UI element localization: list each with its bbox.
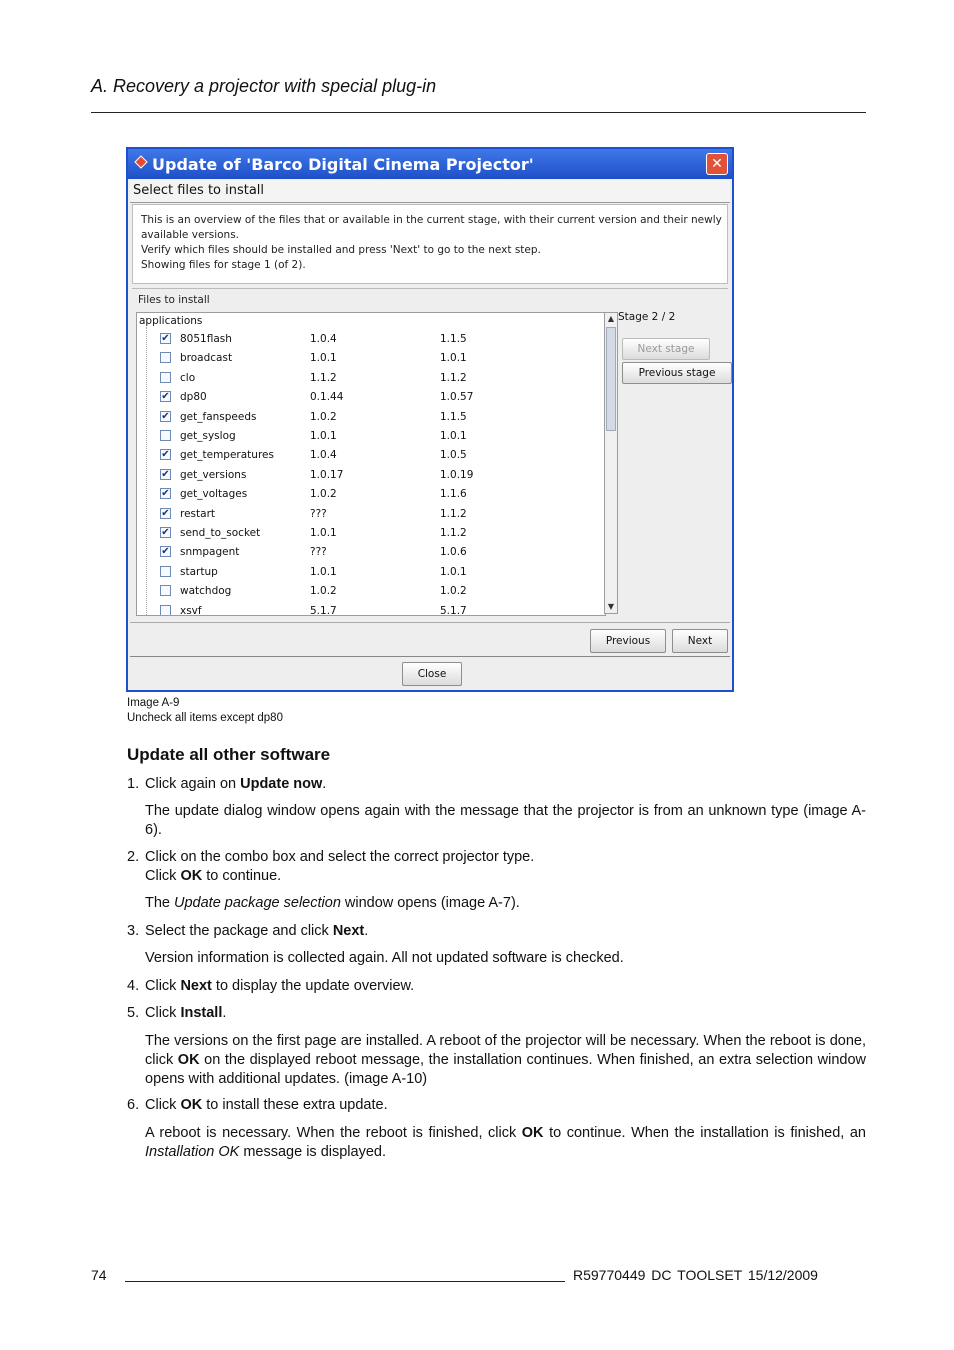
file-row[interactable]: [137, 543, 602, 562]
subheader-text: Select files to install: [133, 183, 265, 198]
current-version: 1.0.4: [310, 449, 337, 462]
footer-rule: [125, 1281, 565, 1282]
step-text: window opens (image A-7).: [340, 895, 520, 911]
current-version: 0.1.44: [310, 391, 344, 404]
new-version: 1.0.2: [440, 585, 467, 598]
step-6: [127, 1096, 388, 1115]
step-text: The versions on the first page are installed. A reboot of the projector will be necessary. When the reboot is done, click: [145, 1033, 866, 1068]
file-row[interactable]: [137, 408, 602, 427]
ui-term: OK: [180, 868, 203, 884]
info-line: available versions.: [141, 229, 239, 241]
file-name: restart: [180, 507, 216, 520]
page-number: 74: [91, 1267, 107, 1283]
ui-term: Update now: [240, 776, 323, 792]
current-version: 1.0.1: [310, 527, 337, 539]
step-number: 4.: [127, 978, 140, 994]
file-name: get_fanspeeds: [180, 410, 257, 423]
step-1: [127, 775, 326, 794]
files-panel-title: Files to install: [138, 294, 210, 306]
checked-checkbox[interactable]: ✔: [161, 391, 170, 403]
new-version: 1.0.57: [440, 391, 474, 404]
file-tree-scrollbar[interactable]: [604, 312, 618, 614]
window-name: Update package selection: [174, 895, 341, 911]
window-close-icon[interactable]: ✕: [706, 153, 728, 175]
scroll-up-icon[interactable]: ▲: [607, 314, 615, 323]
file-name: get_versions: [180, 468, 247, 481]
info-panel: [132, 204, 728, 284]
files-panel: [132, 288, 728, 619]
checked-checkbox[interactable]: ✔: [161, 527, 170, 538]
header-rule: [91, 112, 866, 113]
ui-term: OK: [521, 1125, 544, 1141]
step-2-detail: [145, 894, 866, 913]
current-version: 1.0.2: [310, 585, 337, 598]
update-dialog: [126, 147, 734, 692]
file-row[interactable]: [137, 563, 602, 582]
current-version: ???: [310, 546, 327, 559]
file-name: watchdog: [180, 585, 232, 598]
file-name: dp80: [180, 391, 207, 404]
close-button[interactable]: Close: [402, 662, 462, 686]
step-3: [127, 922, 368, 941]
new-version: 1.1.2: [440, 507, 467, 520]
section-title: Update all other software: [127, 745, 331, 764]
step-text: Click again on: [145, 776, 241, 792]
step-text: Select the package and click: [145, 923, 333, 939]
checked-checkbox[interactable]: ✔: [161, 507, 170, 519]
current-version: 1.1.2: [310, 371, 337, 384]
checked-checkbox[interactable]: ✔: [161, 333, 170, 344]
barco-app-icon: [134, 155, 148, 169]
current-version: 1.0.17: [310, 468, 344, 481]
unchecked-checkbox[interactable]: [160, 352, 171, 363]
info-line: This is an overview of the files that or available in the current stage, with their current version and their newly: [141, 214, 722, 226]
dialog-title: Update of 'Barco Digital Cinema Projector': [152, 155, 534, 174]
checked-checkbox[interactable]: ✔: [161, 488, 170, 500]
close-bar: [130, 656, 730, 691]
unchecked-checkbox[interactable]: [160, 566, 171, 577]
file-row[interactable]: [137, 349, 602, 368]
file-row[interactable]: [137, 369, 602, 388]
tree-root-label[interactable]: applications: [139, 315, 203, 327]
new-version: 1.1.2: [440, 371, 467, 384]
file-name: snmpagent: [180, 546, 240, 559]
checked-checkbox[interactable]: ✔: [161, 410, 170, 422]
unchecked-checkbox[interactable]: [160, 585, 171, 596]
file-name: clo: [180, 371, 196, 384]
file-name: get_syslog: [180, 430, 236, 442]
new-version: 1.1.5: [440, 333, 467, 345]
step-6-detail: [145, 1124, 866, 1162]
ui-term: Install: [180, 1005, 223, 1021]
step-number: 3.: [127, 923, 140, 939]
step-text: Click: [145, 978, 181, 994]
image-caption-id: Image A-9: [127, 697, 180, 709]
checked-checkbox[interactable]: ✔: [161, 449, 170, 461]
checked-checkbox[interactable]: ✔: [161, 468, 170, 480]
file-row[interactable]: [137, 602, 602, 616]
current-version: 1.0.1: [310, 430, 337, 442]
previous-stage-button[interactable]: Previous stage: [622, 362, 732, 384]
new-version: 5.1.7: [440, 604, 467, 616]
ui-term: Next: [332, 923, 365, 939]
current-version: 1.0.2: [310, 410, 337, 423]
file-row[interactable]: [137, 388, 602, 407]
new-version: 1.0.5: [440, 449, 467, 462]
dialog-titlebar: [128, 149, 732, 179]
new-version: 1.1.2: [440, 527, 467, 539]
file-name: 8051flash: [180, 333, 232, 345]
step-1-detail: The update dialog window opens again with the message that the projector is from an unknown type (image A-6).: [145, 803, 866, 838]
new-version: 1.0.1: [440, 352, 467, 365]
document-reference: R59770449 DC TOOLSET 15/12/2009: [573, 1267, 818, 1283]
step-text: Click: [145, 868, 181, 884]
file-name: get_temperatures: [180, 449, 274, 462]
step-text: .: [222, 1005, 227, 1021]
step-2: [127, 848, 534, 867]
file-row[interactable]: [137, 446, 602, 465]
step-number: 1.: [127, 776, 140, 792]
current-version: 1.0.1: [310, 352, 337, 365]
step-text: on the displayed reboot message, the installation continues. When finished, an extra selection window opens with additional updates. (image A-10): [145, 1052, 866, 1087]
step-text: Click on the combo box and select the correct projector type.: [145, 849, 535, 865]
step-text: Click: [145, 1097, 181, 1113]
file-row[interactable]: [137, 466, 602, 485]
scrollbar-thumb[interactable]: [606, 327, 616, 431]
step-text: to display the update overview.: [211, 978, 415, 994]
unchecked-checkbox[interactable]: [160, 605, 171, 616]
current-version: 1.0.1: [310, 565, 337, 578]
file-name: broadcast: [180, 352, 233, 365]
image-caption-text: Uncheck all items except dp80: [127, 712, 283, 724]
step-5-detail: [145, 1032, 866, 1089]
step-text: message is displayed.: [239, 1144, 386, 1160]
step-4: [127, 977, 414, 996]
step-text: Click: [145, 1005, 181, 1021]
ui-term: OK: [177, 1052, 200, 1068]
file-name: startup: [180, 565, 218, 578]
step-text: to continue. When the installation is finished, an: [543, 1125, 866, 1141]
current-version: ???: [310, 507, 327, 520]
next-button[interactable]: Next: [672, 629, 728, 653]
ui-term: Next: [180, 978, 212, 994]
dialog-subheader: [130, 180, 730, 203]
file-row[interactable]: [137, 427, 602, 446]
file-row[interactable]: [137, 485, 602, 504]
current-version: 1.0.4: [310, 333, 337, 345]
ui-term: OK: [180, 1097, 203, 1113]
file-row[interactable]: [137, 505, 602, 524]
step-text: .: [364, 923, 369, 939]
step-number: 2.: [127, 849, 140, 865]
step-3-detail: Version information is collected again. All not updated software is checked.: [145, 950, 624, 966]
current-version: 5.1.7: [310, 604, 337, 616]
previous-button[interactable]: Previous: [590, 629, 666, 653]
new-version: 1.0.1: [440, 430, 467, 442]
step-text: to install these extra update.: [202, 1097, 388, 1113]
step-number: 6.: [127, 1097, 140, 1113]
unchecked-checkbox[interactable]: [160, 372, 171, 383]
step-text: .: [322, 776, 327, 792]
file-row[interactable]: [137, 330, 602, 349]
step-number: 5.: [127, 1005, 140, 1021]
file-name: get_voltages: [180, 488, 248, 501]
new-version: 1.1.5: [440, 410, 467, 423]
step-2-line2: [145, 867, 866, 886]
file-row[interactable]: [137, 582, 602, 601]
info-line: Verify which files should be installed and press 'Next' to go to the next step.: [141, 244, 541, 256]
file-tree[interactable]: [136, 312, 606, 616]
running-head: A. Recovery a projector with special plug-in: [91, 76, 437, 96]
new-version: 1.0.1: [440, 565, 467, 578]
scroll-down-icon[interactable]: ▼: [607, 602, 615, 611]
step-text: The: [145, 895, 175, 911]
new-version: 1.0.6: [440, 546, 467, 559]
file-row[interactable]: [137, 524, 602, 543]
message-name: Installation OK: [145, 1144, 240, 1160]
next-stage-button[interactable]: Next stage: [622, 338, 710, 360]
step-5: [127, 1004, 226, 1023]
checked-checkbox[interactable]: ✔: [161, 546, 170, 558]
info-line: Showing files for stage 1 (of 2).: [141, 259, 306, 271]
current-version: 1.0.2: [310, 488, 337, 501]
file-name: send_to_socket: [180, 527, 261, 539]
file-name: xsvf: [180, 604, 202, 616]
unchecked-checkbox[interactable]: [160, 430, 171, 441]
new-version: 1.1.6: [440, 488, 467, 501]
step-text: A reboot is necessary. When the reboot is finished, click: [145, 1125, 522, 1141]
stage-label: Stage 2 / 2: [618, 311, 676, 323]
new-version: 1.0.19: [440, 468, 474, 481]
step-text: to continue.: [202, 868, 282, 884]
